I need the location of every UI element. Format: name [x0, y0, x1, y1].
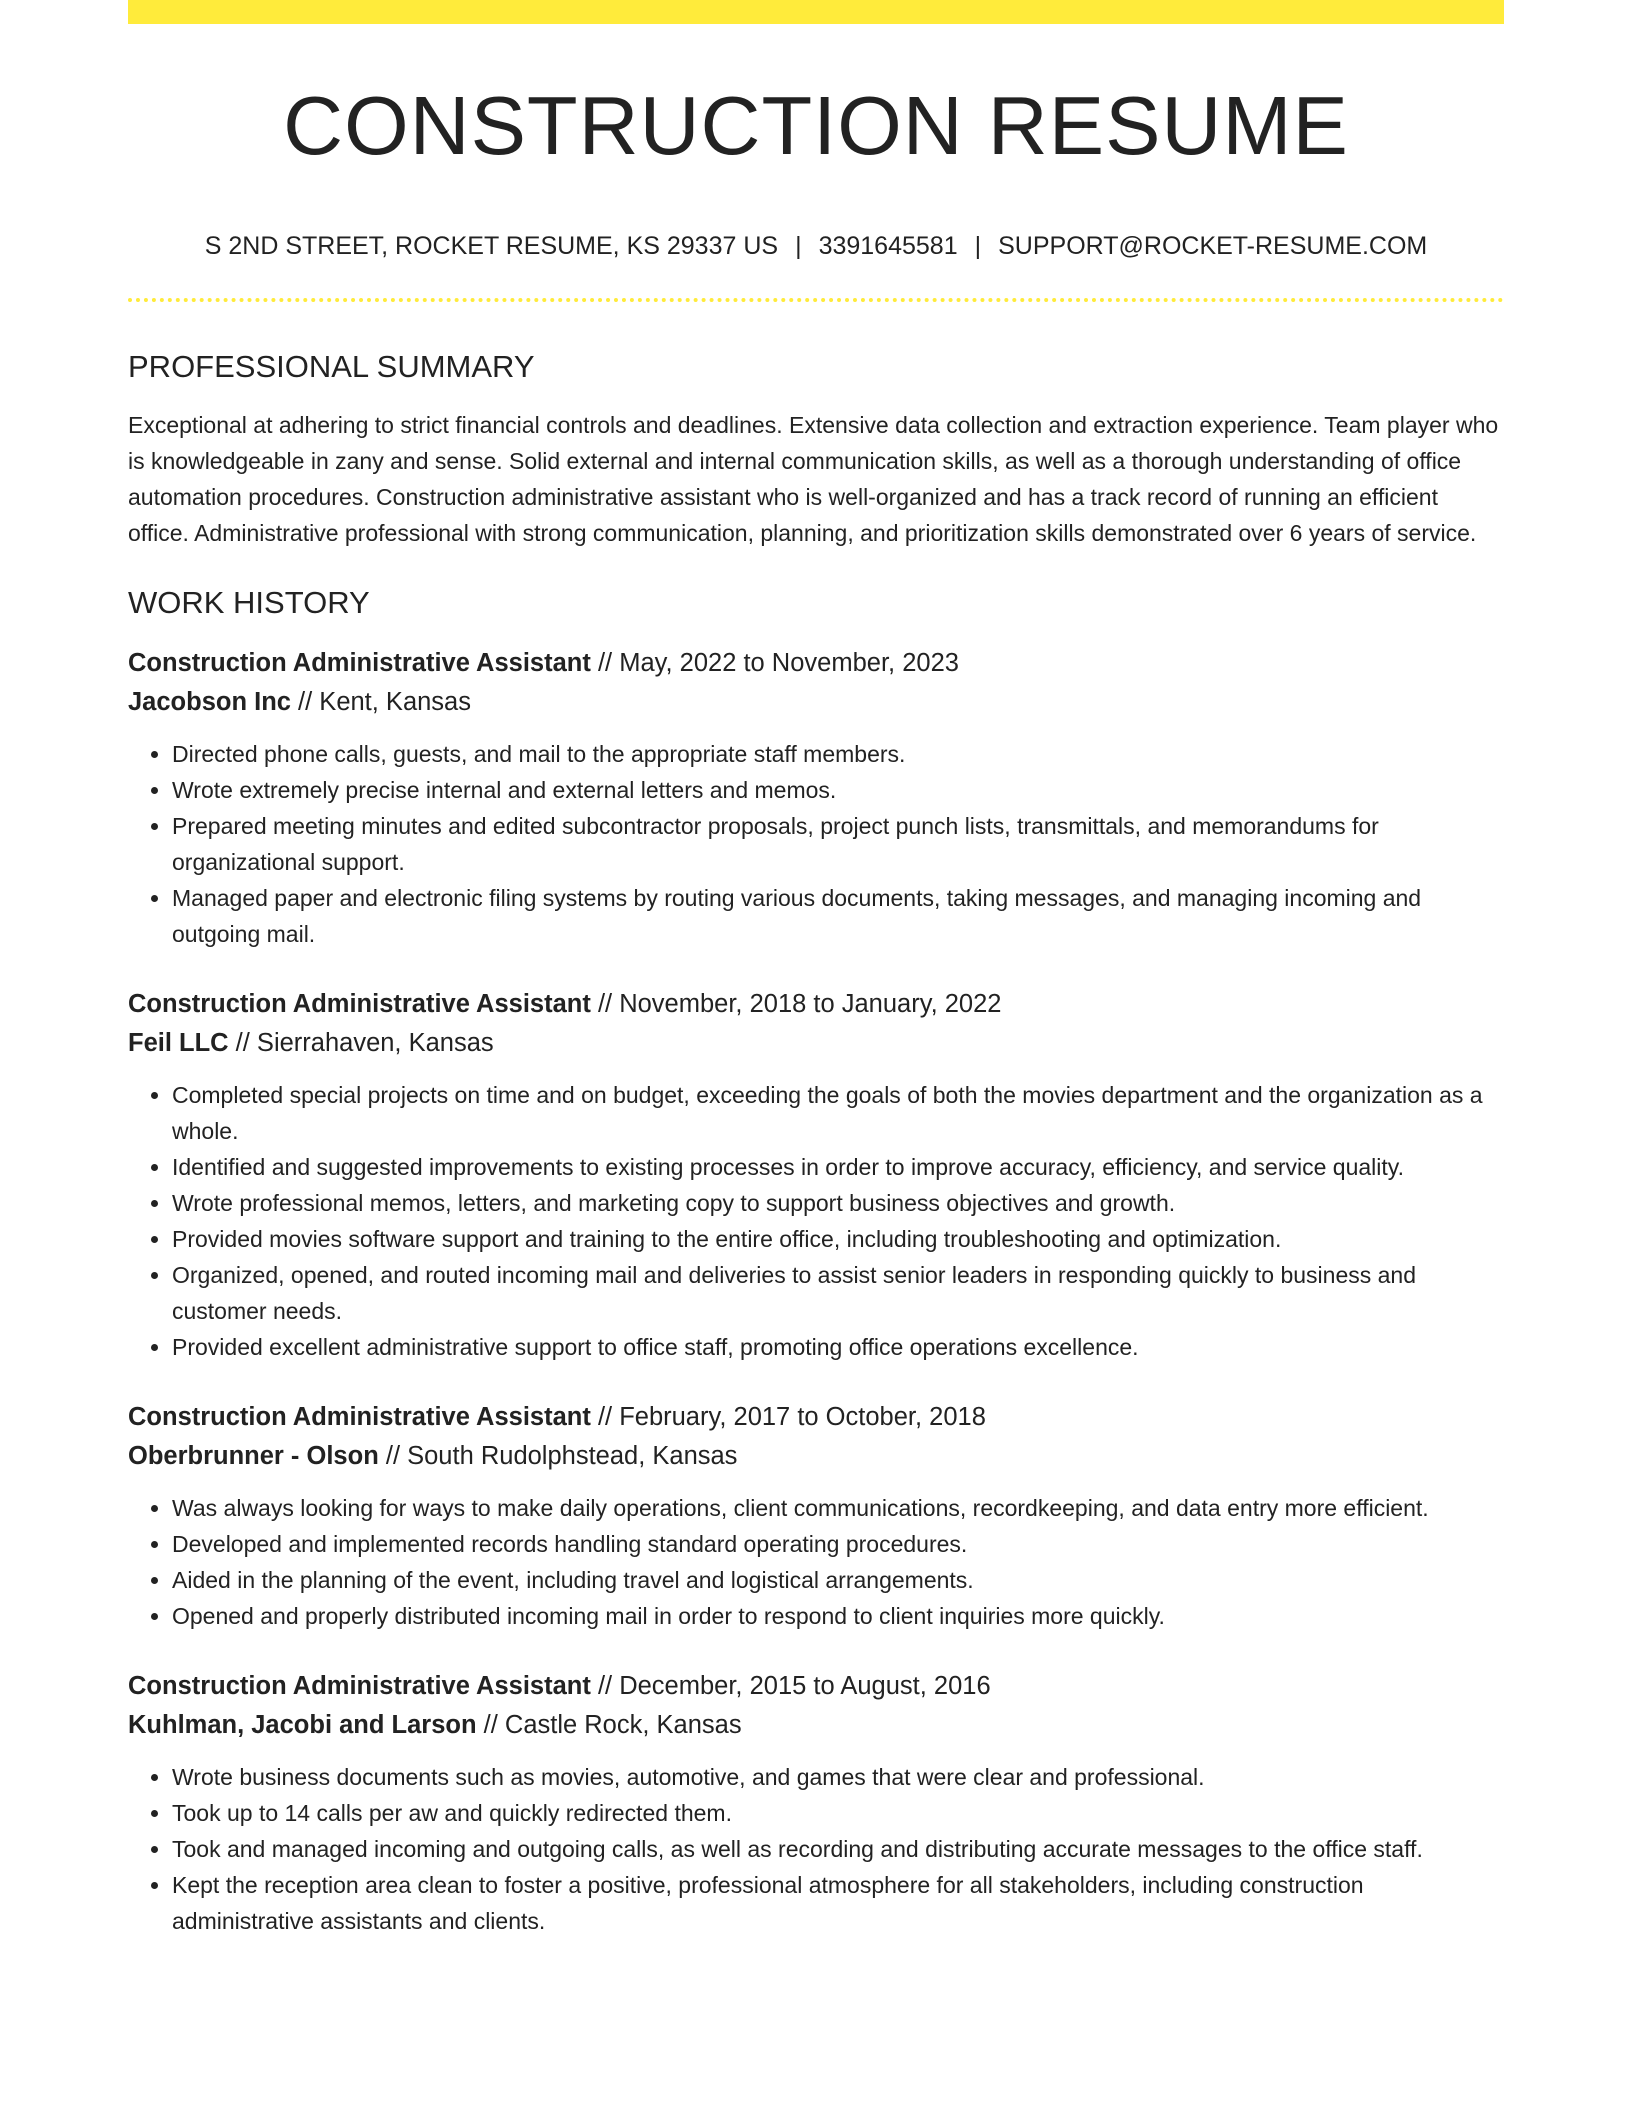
job-title-line — [128, 985, 1504, 1024]
job-bullet: • Identified and suggested improvements to existing processes in order to improve accuracy, efficiency, and service quality. — [172, 1149, 1504, 1185]
job-bullet: • Aided in the planning of the event, including travel and logistical arrangements. — [172, 1562, 1504, 1598]
job-company-line — [128, 683, 1504, 722]
job-entry — [128, 1667, 1504, 1939]
job-bullet: • Took up to 14 calls per aw and quickly redirected them. — [172, 1795, 1504, 1831]
phone: 3391645581 — [818, 232, 958, 260]
job-bullet: • Was always looking for ways to make daily operations, client communications, recordkeeping, and data entry more efficient. — [172, 1490, 1504, 1526]
job-dates: // May, 2022 to November, 2023 — [590, 649, 959, 677]
job-bullets — [128, 1077, 1504, 1365]
email: SUPPORT@ROCKET-RESUME.COM — [998, 232, 1428, 260]
resume-name: CONSTRUCTION RESUME — [283, 79, 1349, 172]
job-bullet: • Kept the reception area clean to foster a positive, professional atmosphere for all stakeholders, including construction administrative assistants and clients. — [172, 1867, 1504, 1939]
summary-text: Exceptional at adhering to strict financial controls and deadlines. Extensive data collection and extraction experience. Team player who is knowledgeable in zany and sense. Solid external and internal communication skills, as well as a thorough understanding of office automation procedures. Construction administrative assistant who is well-organized and has a track record of running an efficient office. Administrative professional with strong communication, planning, and prioritization skills demonstrated over 6 years of service. — [128, 412, 1499, 546]
contact-separator: | — [795, 232, 802, 260]
job-bullet: • Managed paper and electronic filing systems by routing various documents, taking messages, and managing incoming and outgoing mail. — [172, 880, 1504, 952]
job-dates: // November, 2018 to January, 2022 — [590, 990, 1002, 1018]
job-bullets — [128, 1490, 1504, 1634]
job-title-line — [128, 644, 1504, 683]
address: S 2ND STREET, ROCKET RESUME, KS 29337 US — [204, 232, 779, 260]
job-entry — [128, 985, 1504, 1365]
resume-page — [128, 0, 1504, 1939]
job-company-line — [128, 1437, 1504, 1476]
job-dates: // February, 2017 to October, 2018 — [590, 1403, 986, 1431]
job-bullets — [128, 1759, 1504, 1939]
job-bullet: • Wrote professional memos, letters, and marketing copy to support business objectives and growth. — [172, 1185, 1504, 1221]
job-bullet: • Took and managed incoming and outgoing calls, as well as recording and distributing accurate messages to the office staff. — [172, 1831, 1504, 1867]
job-title-line — [128, 1398, 1504, 1437]
job-position: Construction Administrative Assistant — [128, 990, 591, 1018]
summary-heading: PROFESSIONAL SUMMARY — [128, 349, 535, 384]
job-company: Kuhlman, Jacobi and Larson — [128, 1711, 477, 1739]
job-bullet: • Provided excellent administrative support to office staff, promoting office operations excellence. — [172, 1329, 1504, 1365]
job-entry — [128, 1398, 1504, 1634]
job-title-line — [128, 1667, 1504, 1706]
contact-line — [128, 234, 1504, 259]
work-history-heading: WORK HISTORY — [128, 585, 370, 620]
job-position: Construction Administrative Assistant — [128, 1672, 591, 1700]
job-location: // Kent, Kansas — [290, 688, 471, 716]
work-history-list — [128, 644, 1504, 1939]
job-bullet: • Wrote extremely precise internal and external letters and memos. — [172, 772, 1504, 808]
job-bullet: • Organized, opened, and routed incoming mail and deliveries to assist senior leaders in responding quickly to business and customer needs. — [172, 1257, 1504, 1329]
job-bullet: • Developed and implemented records handling standard operating procedures. — [172, 1526, 1504, 1562]
accent-bar — [128, 0, 1504, 24]
job-bullet: • Opened and properly distributed incoming mail in order to respond to client inquiries more quickly. — [172, 1598, 1504, 1634]
dotted-divider — [128, 298, 1504, 302]
job-company-line — [128, 1024, 1504, 1063]
job-position: Construction Administrative Assistant — [128, 649, 591, 677]
job-location: // South Rudolphstead, Kansas — [378, 1442, 738, 1470]
job-bullet: • Provided movies software support and training to the entire office, including troubleshooting and optimization. — [172, 1221, 1504, 1257]
job-company: Feil LLC — [128, 1029, 229, 1057]
job-bullet: • Completed special projects on time and on budget, exceeding the goals of both the movies department and the organization as a whole. — [172, 1077, 1504, 1149]
job-entry — [128, 644, 1504, 952]
job-company-line — [128, 1706, 1504, 1745]
job-position: Construction Administrative Assistant — [128, 1403, 591, 1431]
job-bullet: • Wrote business documents such as movies, automotive, and games that were clear and professional. — [172, 1759, 1504, 1795]
job-location: // Sierrahaven, Kansas — [228, 1029, 494, 1057]
job-company: Jacobson Inc — [128, 688, 291, 716]
job-dates: // December, 2015 to August, 2016 — [590, 1672, 991, 1700]
job-location: // Castle Rock, Kansas — [476, 1711, 742, 1739]
job-bullet: • Prepared meeting minutes and edited subcontractor proposals, project punch lists, transmittals, and memorandums for organizational support. — [172, 808, 1504, 880]
job-bullet: • Directed phone calls, guests, and mail to the appropriate staff members. — [172, 736, 1504, 772]
job-bullets — [128, 736, 1504, 952]
contact-separator: | — [974, 232, 982, 260]
job-company: Oberbrunner - Olson — [128, 1442, 379, 1470]
